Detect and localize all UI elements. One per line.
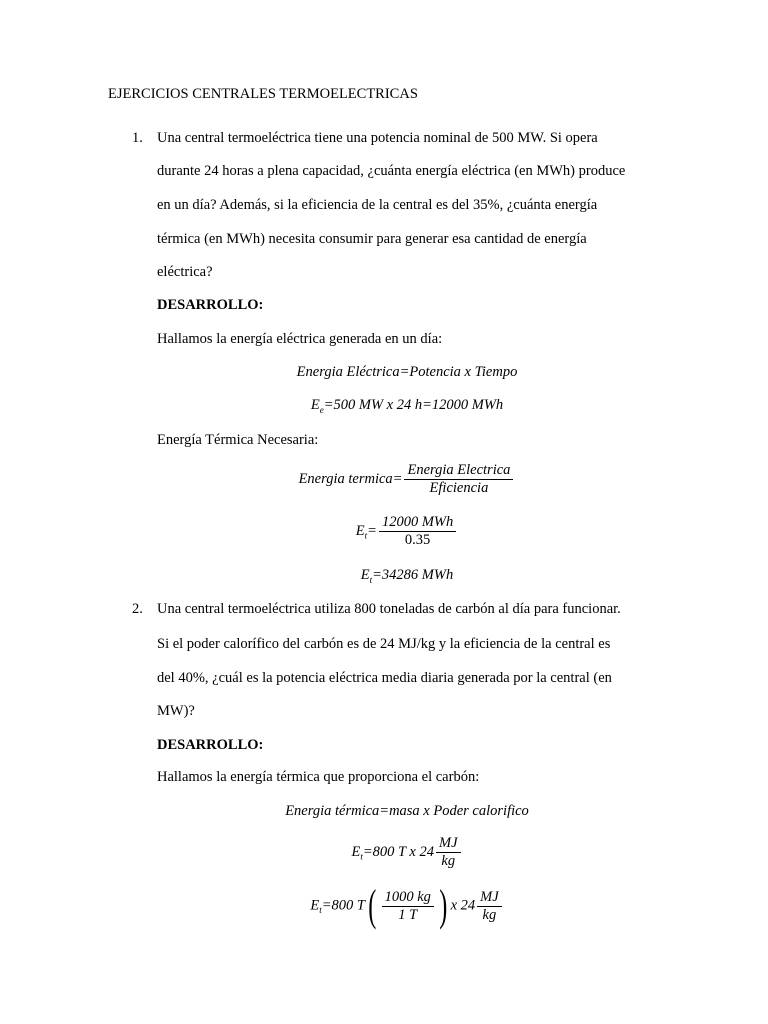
q2-step1-text: Hallamos la energía térmica que proporciona el carbón:: [157, 769, 480, 785]
q2-equation-2: $E_t=800$ T x 24 $\frac{MJ}{kg}$: [157, 835, 657, 870]
q2-line-1: Una central termoeléctrica utiliza 800 toneladas de carbón al día para funcionar.: [157, 601, 621, 617]
q1-equation-5: $E_t=34286$ MWh: [360, 567, 454, 585]
q2-equation-3: $E_t=800$ T( $\frac{1000 kg}{1 T}$ ) x 24 $\frac{MJ}{kg}$: [157, 884, 657, 928]
q2-desarrollo-heading: DESARROLLO:: [157, 737, 264, 753]
left-paren: (: [368, 881, 377, 930]
q1-line-2: durante 24 horas a plena capacidad, ¿cuánta energía eléctrica (en MWh) produce: [157, 163, 626, 179]
item-number-1: 1.: [132, 130, 143, 146]
q1-step2-text: Energía Térmica Necesaria:: [157, 432, 319, 448]
q1-line-4: térmica (en MWh) necesita consumir para generar esa cantidad de energía: [157, 231, 587, 247]
q2-equation-1: Energia térmica=masa x Poder calorifico: [285, 803, 529, 819]
q1-equation-3: Energia termica= $\frac{\text{Energia Electrica}}{\text{Eficiencia}}$: [157, 462, 657, 497]
q1-line-5: eléctrica?: [157, 264, 213, 280]
q1-equation-1: Energia Eléctrica=Potencia x Tiempo: [296, 364, 518, 380]
q1-step1-text: Hallamos la energía eléctrica generada en un día:: [157, 331, 443, 347]
right-paren: ): [439, 881, 448, 930]
q2-line-4: MW)?: [157, 703, 195, 719]
q1-equation-4: $E_t=$ $\frac{\text{12000 MWh}}{0.35}$: [157, 514, 657, 549]
q1-line-1: Una central termoeléctrica tiene una potencia nominal de 500 MW. Si opera: [157, 130, 598, 146]
item-number-2: 2.: [132, 601, 143, 617]
page-title: EJERCICIOS CENTRALES TERMOELECTRICAS: [108, 86, 418, 102]
q2-line-3: del 40%, ¿cuál es la potencia eléctrica media diaria generada por la central (en: [157, 670, 612, 686]
q2-line-2: Si el poder calorífico del carbón es de 24 MJ/kg y la eficiencia de la central es: [157, 636, 611, 652]
q1-line-3: en un día? Además, si la eficiencia de la central es del 35%, ¿cuánta energía: [157, 197, 598, 213]
q1-equation-2: $E_e=500$ MW x 24 h=12000 MWh: [310, 397, 504, 415]
q1-desarrollo-heading: DESARROLLO:: [157, 297, 264, 313]
